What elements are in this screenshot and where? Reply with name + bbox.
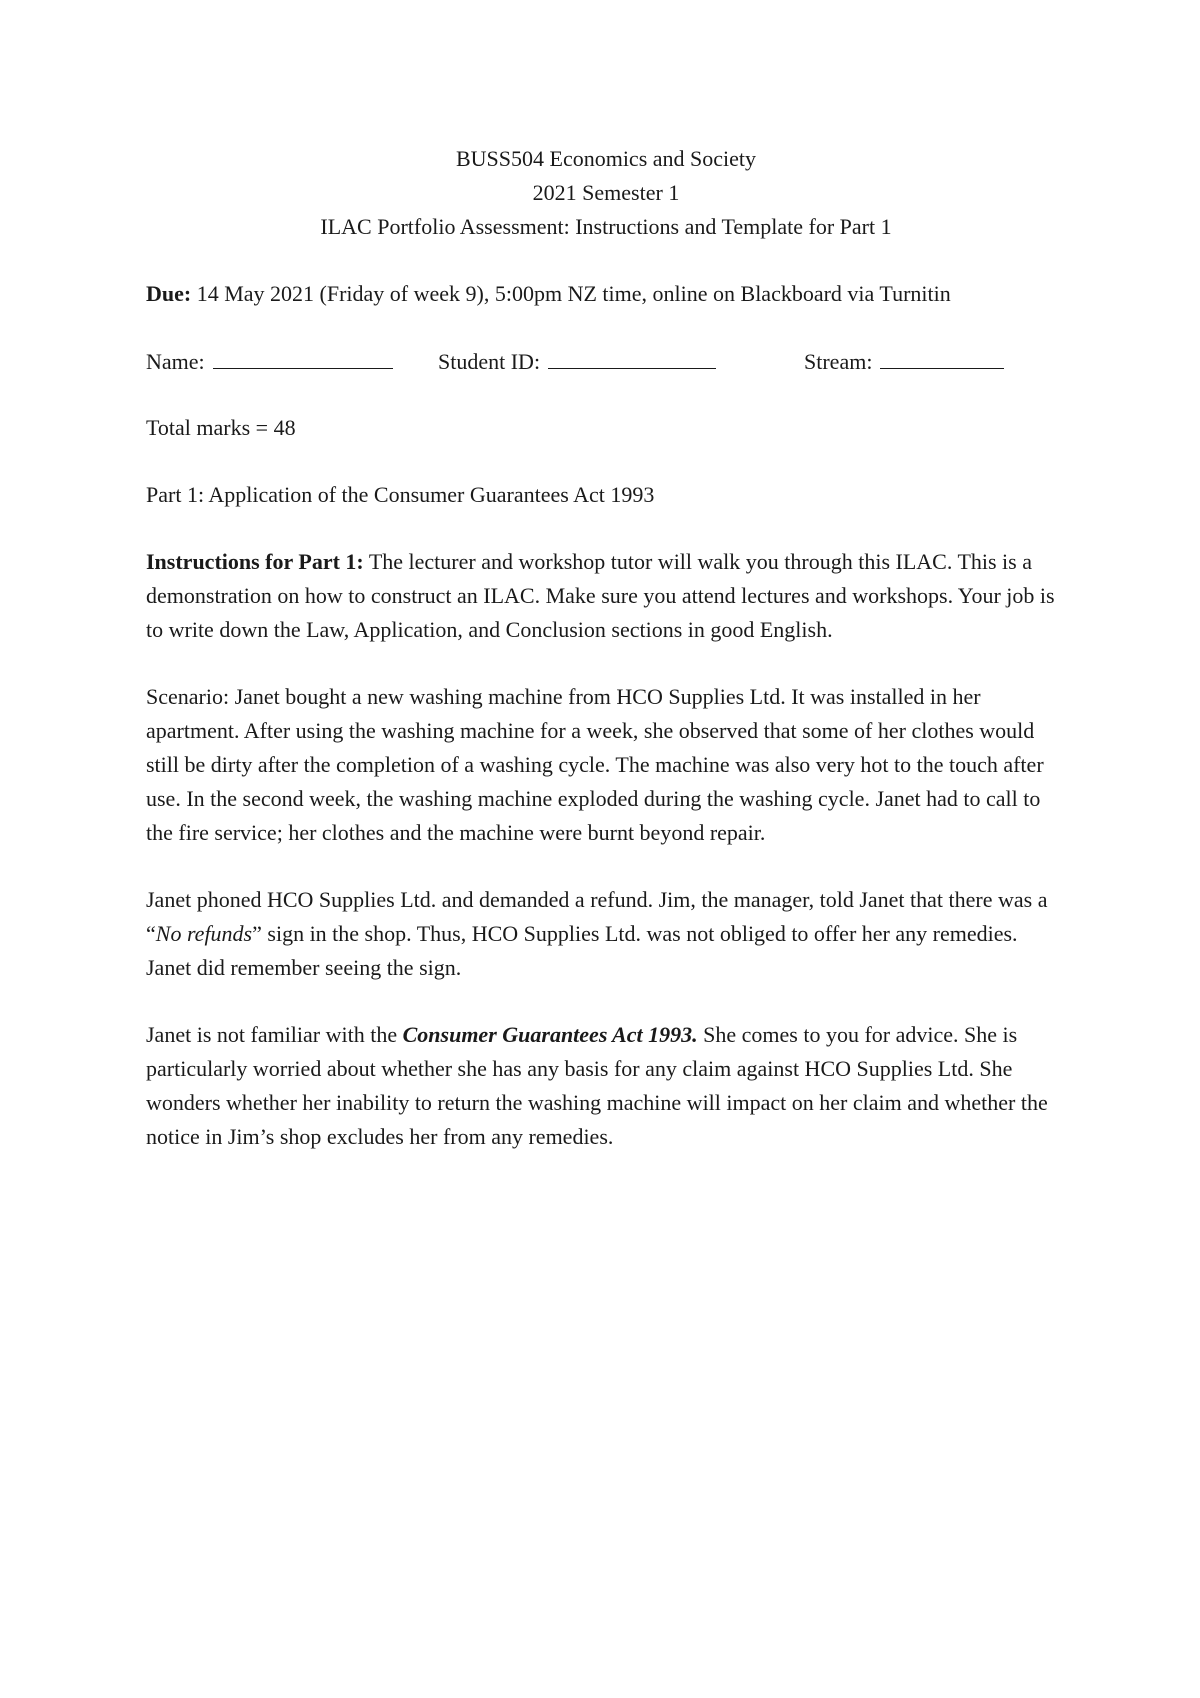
instructions-text: The lecturer and workshop tutor will walk you through this ILAC. This is a demonstration on how to construct an ILAC. Make sure you attend lectures and workshops. Your job is to write down the Law, Application, and Conclusion sections in good English. xyxy=(146,549,1055,642)
instructions-paragraph xyxy=(146,545,1066,647)
stream-field xyxy=(804,344,1004,379)
no-refunds-phrase: No refunds xyxy=(155,921,253,946)
student-id-label: Student ID: xyxy=(438,349,541,374)
refund-paragraph xyxy=(146,883,1066,985)
stream-blank[interactable] xyxy=(880,344,1004,369)
stream-label: Stream: xyxy=(804,349,873,374)
student-fields-row xyxy=(146,344,1066,378)
student-id-field xyxy=(438,344,716,379)
advice-text-before: Janet is not familiar with the xyxy=(146,1022,403,1047)
due-label: Due: xyxy=(146,281,192,306)
instructions-label: Instructions for Part 1: xyxy=(146,549,364,574)
part-title: Part 1: Application of the Consumer Guarantees Act 1993 xyxy=(146,482,655,507)
name-blank[interactable] xyxy=(213,344,393,369)
assessment-title: ILAC Portfolio Assessment: Instructions and Template for Part 1 xyxy=(320,214,892,239)
scenario-paragraph: Scenario: Janet bought a new washing machine from HCO Supplies Ltd. It was installed in her apartment. After using the washing machine for a week, she observed that some of her clothes would still be dirty after the completion of a washing cycle. The machine was also very hot to the touch after use. In the second week, the washing machine exploded during the washing cycle. Janet had to call to the fire service; her clothes and the machine were burnt beyond repair. xyxy=(146,684,1044,845)
advice-text-after: She comes to you for advice. She is particularly worried about whether she has any basis for any claim against HCO Supplies Ltd. She wonders whether her inability to return the washing machine will impact on her claim and whether the notice in Jim’s shop excludes her from any remedies. xyxy=(146,1022,1048,1149)
due-line xyxy=(146,277,1066,311)
advice-paragraph xyxy=(146,1018,1066,1154)
course-title: BUSS504 Economics and Society xyxy=(455,146,757,171)
name-field xyxy=(146,344,393,379)
act-name: Consumer Guarantees Act 1993. xyxy=(402,1022,698,1047)
due-text: 14 May 2021 (Friday of week 9), 5:00pm NZ time, online on Blackboard via Turnitin xyxy=(191,281,951,306)
semester-line: 2021 Semester 1 xyxy=(532,180,680,205)
document-content xyxy=(146,142,1066,1154)
total-marks: Total marks = 48 xyxy=(146,415,296,440)
student-id-blank[interactable] xyxy=(548,344,716,369)
name-label: Name: xyxy=(146,349,205,374)
refund-text-before: Janet phoned HCO Supplies Ltd. and demanded a refund. Jim, the manager, told Janet that there was a “ xyxy=(146,887,1048,946)
refund-text-after: ” sign in the shop. Thus, HCO Supplies Ltd. was not obliged to offer her any remedies. Janet did remember seeing the sign. xyxy=(146,921,1018,980)
